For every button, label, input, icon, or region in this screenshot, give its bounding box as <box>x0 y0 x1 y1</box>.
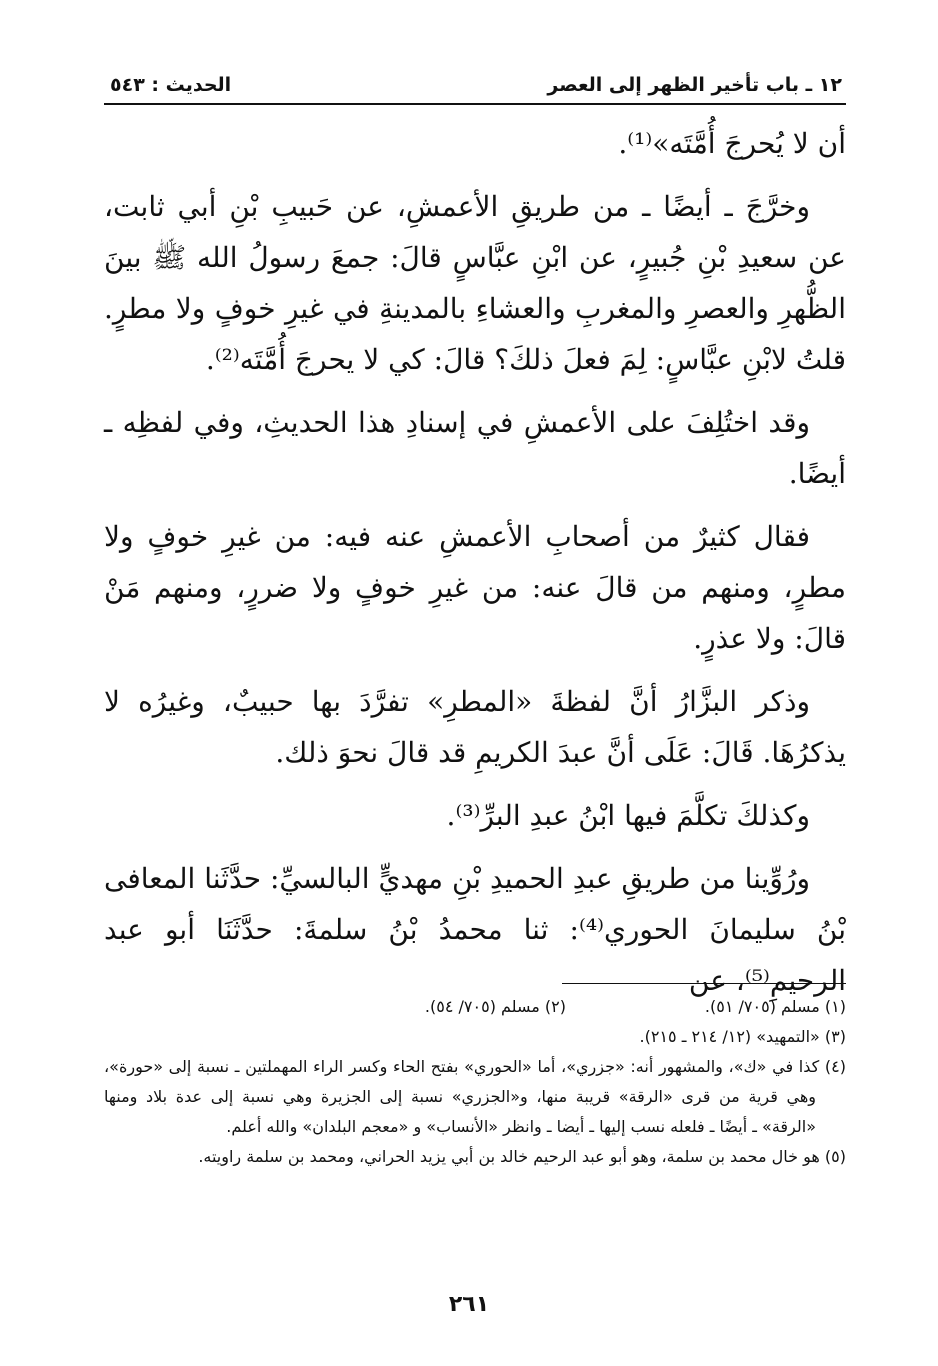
page-number: ٢٦١ <box>448 1292 490 1317</box>
paragraph-2: وخرَّجَ ـ أيضًا ـ من طريقِ الأعمشِ، عن حَبيبِ بْنِ أبي ثابت، عن سعيدِ بْنِ جُبيرٍ، عن ابْنِ عبَّاسٍ قالَ: جمعَ رسولُ الله ﷺ بينَ الظُّهرِ والعصرِ والمغربِ والعشاءِ بالمدينةِ في غيرِ خوفٍ ولا مطرٍ. قلتُ لابْنِ عبَّاسٍ: لِمَ فعلَ ذلكَ؟ قالَ: كي لا يحرجَ أُمَّتَه⁽²⁾. <box>104 190 846 376</box>
paragraph-5: وذكر البزَّارُ أنَّ لفظةَ «المطرِ» تفرَّدَ بها حبيبٌ، وغيرُه لا يذكرُهَا. قَالَ: عَلَى أنَّ عبدَ الكريمِ قد قالَ نحوَ ذلك. <box>104 685 846 769</box>
hadith-number: الحديث : ٥٤٣ <box>110 74 232 96</box>
header-divider <box>104 103 846 105</box>
footnote-2: (٢) مسلم (٧٠٥/ ٥٤). <box>424 997 566 1016</box>
paragraph-3: وقد اختُلِفَ على الأعمشِ في إسنادِ هذا الحديثِ، وفي لفظِه ـ أيضًا. <box>104 406 846 490</box>
footnote-4: (٤) كذا في «ك»، والمشهور أنه: «جزري»، أما «الحوري» بفتح الحاء وكسر الراء المهملتين ـ نسبة إلى «حورة»، وهي قرية من قرى «الرقة» قريبة منها، و«الجزري» نسبة إلى الجزيرة وهي نسبة إلى عدة بلاد ومنها «الرقة» ـ أيضًا ـ فلعله نسب إليها ـ أيضا ـ وانظر «الأنساب» و «معجم البلدان» والله أعلم. <box>104 1057 846 1136</box>
paragraph-4: فقال كثيرٌ من أصحابِ الأعمشِ عنه فيه: من غيرِ خوفٍ ولا مطرٍ، ومنهم من قالَ عنه: من غيرِ خوفٍ ولا ضررٍ، ومنهم مَنْ قالَ: ولا عذرٍ. <box>104 520 846 655</box>
footnote-5: (٥) هو خال محمد بن سلمة، وهو أبو عبد الرحيم خالد بن أبي يزيد الحراني، ومحمد بن سلمة راويته. <box>198 1147 846 1166</box>
footnote-divider <box>562 983 846 984</box>
paragraph-1: أن لا يُحرجَ أُمَّتَه»⁽¹⁾. <box>618 127 846 160</box>
running-header <box>110 74 842 104</box>
chapter-title: ١٢ ـ باب تأخير الظهر إلى العصر <box>547 74 842 96</box>
paragraph-7: ورُوِّينا من طريقِ عبدِ الحميدِ بْنِ مهديٍّ البالسيِّ: حدَّثَنا المعافى بْنُ سليمانَ الحوري⁽⁴⁾: ثنا محمدُ بْنُ سلمةَ: حدَّثَنَا أبو عبد الرحيمِ⁽⁵⁾، عن <box>104 862 846 997</box>
paragraph-6: وكذلكَ تكلَّمَ فيها ابْنُ عبدِ البرِّ⁽³⁾. <box>446 799 810 832</box>
footnote-3: (٣) «التمهيد» (١٢/ ٢١٤ ـ ٢١٥). <box>639 1027 846 1046</box>
footnote-1: (١) مسلم (٧٠٥/ ٥١). <box>704 997 846 1016</box>
footnotes <box>104 992 846 1172</box>
footnote-row <box>104 992 846 1022</box>
main-text <box>104 118 846 1018</box>
